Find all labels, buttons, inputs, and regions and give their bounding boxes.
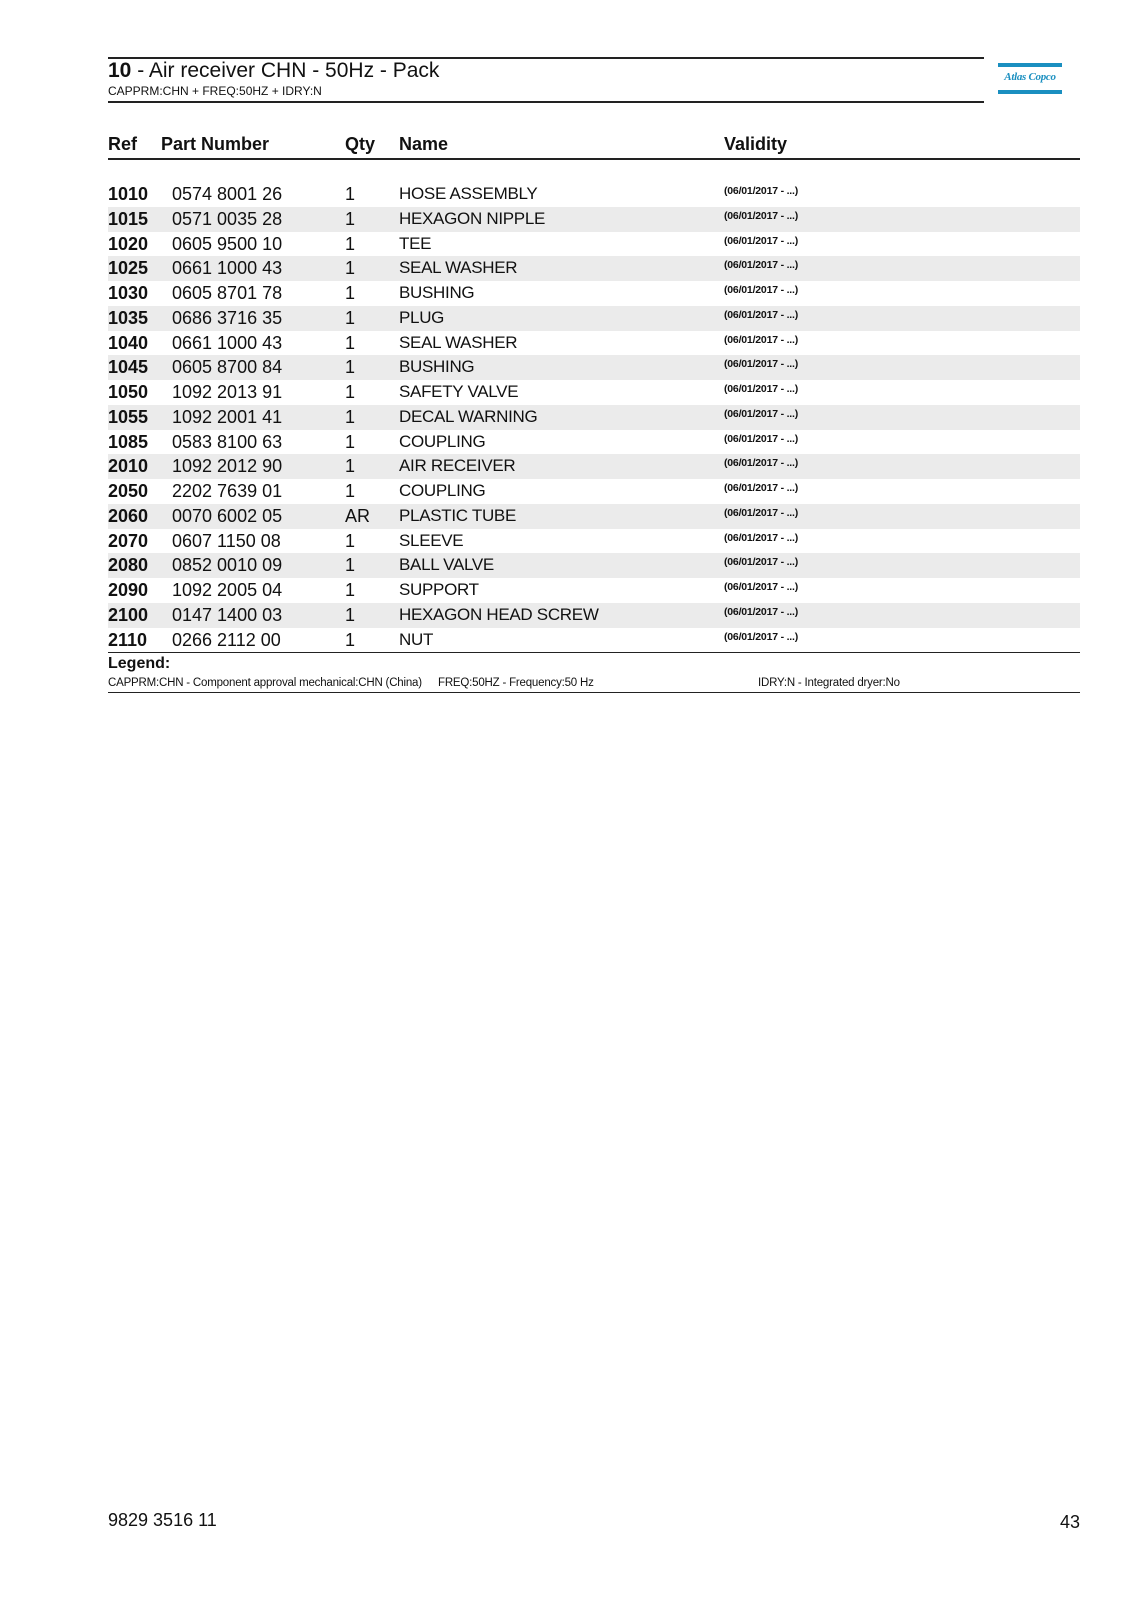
row-validity: (06/01/2017 - ...) [724,556,799,569]
row-qty: 1 [345,184,356,204]
row-part-number: 0266 2112 00 [172,629,281,650]
logo-bottom-bar [998,90,1062,94]
row-name: NUT [399,629,434,649]
row-validity: (06/01/2017 - ...) [724,284,799,296]
row-part-number: 1092 2005 04 [172,580,283,600]
legend-top-rule [108,652,1080,653]
table-row [108,256,1080,281]
row-qty: 1 [345,307,356,328]
row-ref: 1020 [108,233,149,254]
row-part-number: 0574 8001 26 [172,184,283,204]
row-part-number: 1092 2013 91 [172,382,283,402]
row-qty: 1 [345,431,356,452]
row-validity: (06/01/2017 - ...) [724,506,799,519]
header-part-number: Part Number [161,134,270,154]
row-part-number: 1092 2001 41 [172,406,283,427]
row-name: HEXAGON HEAD SCREW [399,604,599,624]
row-name: COUPLING [399,481,486,500]
atlas-copco-logo [998,63,1062,94]
row-ref: 2100 [108,604,149,625]
row-name: PLUG [399,307,445,327]
table-row [108,281,1080,306]
section-title: - Air receiver CHN - 50Hz - Pack [131,59,440,82]
table-row [108,578,1080,603]
row-ref: 2080 [108,555,149,576]
table-row [108,232,1080,257]
row-name: BALL VALVE [399,555,494,575]
document-number: 9829 3516 11 [108,1510,217,1530]
row-ref: 1030 [108,283,149,303]
row-part-number: 2202 7639 01 [172,481,283,501]
row-ref: 2070 [108,530,149,551]
table-row [108,355,1080,380]
header-qty: Qty [345,134,376,154]
row-qty: 1 [345,382,356,402]
table-row [108,207,1080,232]
table-row [108,628,1080,653]
parts-table-body [108,182,1080,652]
row-validity: (06/01/2017 - ...) [724,333,799,346]
row-validity: (06/01/2017 - ...) [724,407,799,420]
table-row [108,430,1080,455]
row-ref: 1010 [108,184,149,204]
row-qty: 1 [345,456,356,477]
row-qty: 1 [345,233,356,254]
row-part-number: 0605 9500 10 [172,233,283,254]
table-row [108,603,1080,628]
table-row [108,479,1080,504]
row-validity: (06/01/2017 - ...) [724,630,799,643]
row-ref: 1025 [108,258,149,279]
table-row [108,182,1080,207]
row-part-number: 0605 8701 78 [172,283,283,303]
row-ref: 1050 [108,382,149,402]
row-part-number: 0147 1400 03 [172,604,283,625]
row-validity: (06/01/2017 - ...) [724,531,799,544]
row-part-number: 0070 6002 05 [172,505,283,526]
table-row [108,454,1080,479]
row-validity: (06/01/2017 - ...) [724,209,799,222]
row-qty: AR [345,505,371,526]
row-validity: (06/01/2017 - ...) [724,482,799,494]
row-ref: 2050 [108,481,149,501]
page-title [108,58,439,84]
header-name: Name [399,134,449,154]
row-ref: 1015 [108,208,149,229]
header-validity: Validity [724,134,788,154]
legend-item-freq: FREQ:50HZ - Frequency:50 Hz [438,677,594,689]
page-number: 43 [1059,1512,1080,1532]
row-qty: 1 [345,530,356,551]
row-name: BUSHING [399,283,475,302]
row-validity: (06/01/2017 - ...) [724,383,799,395]
table-row [108,405,1080,430]
row-qty: 1 [345,208,356,229]
table-row [108,380,1080,405]
row-qty: 1 [345,629,356,650]
row-name: SEAL WASHER [399,332,518,352]
logo-top-bar [998,63,1062,67]
row-ref: 1045 [108,357,149,378]
row-part-number: 0852 0010 09 [172,555,283,576]
legend-title: Legend: [108,655,171,672]
row-name: BUSHING [399,357,475,377]
row-qty: 1 [345,357,356,378]
table-row [108,504,1080,529]
row-validity: (06/01/2017 - ...) [724,358,799,371]
row-part-number: 0661 1000 43 [172,332,283,353]
row-name: DECAL WARNING [399,406,538,426]
row-validity: (06/01/2017 - ...) [724,308,799,321]
row-ref: 2060 [108,505,149,526]
row-part-number: 0605 8700 84 [172,357,283,378]
row-qty: 1 [345,580,356,600]
row-validity: (06/01/2017 - ...) [724,605,799,618]
header-ref: Ref [108,134,138,154]
row-validity: (06/01/2017 - ...) [724,185,799,197]
row-ref: 1085 [108,431,149,452]
legend-item-idry: IDRY:N - Integrated dryer:No [758,677,900,689]
row-name: COUPLING [399,431,486,451]
row-validity: (06/01/2017 - ...) [724,581,799,593]
row-name: PLASTIC TUBE [399,505,517,525]
page-subtitle: CAPPRM:CHN + FREQ:50HZ + IDRY:N [108,84,322,98]
row-validity: (06/01/2017 - ...) [724,432,799,445]
row-name: SLEEVE [399,530,464,550]
row-ref: 1040 [108,332,149,353]
row-name: SAFETY VALVE [399,382,519,401]
row-name: TEE [399,233,432,253]
table-row [108,529,1080,554]
row-part-number: 0607 1150 08 [172,530,281,551]
row-qty: 1 [345,258,356,279]
row-qty: 1 [345,481,356,501]
row-part-number: 0686 3716 35 [172,307,283,328]
row-name: AIR RECEIVER [399,456,516,476]
row-ref: 1035 [108,307,149,328]
row-name: SEAL WASHER [399,258,518,278]
row-part-number: 0583 8100 63 [172,431,283,452]
logo-wordmark: Atlas Copco [1004,71,1056,83]
row-qty: 1 [345,555,356,576]
row-part-number: 0571 0035 28 [172,208,283,229]
row-validity: (06/01/2017 - ...) [724,457,799,470]
row-part-number: 1092 2012 90 [172,456,283,477]
row-ref: 2010 [108,456,149,477]
row-ref: 2110 [108,629,148,650]
section-number: 10 [108,59,132,82]
parts-table-header [108,132,1080,160]
row-name: HEXAGON NIPPLE [399,208,546,228]
legend-bottom-rule [108,692,1080,693]
header-bottom-rule [108,101,984,103]
row-validity: (06/01/2017 - ...) [724,234,799,247]
row-qty: 1 [345,283,356,303]
row-qty: 1 [345,332,356,353]
row-part-number: 0661 1000 43 [172,258,283,279]
row-qty: 1 [345,604,356,625]
row-ref: 1055 [108,406,149,427]
table-row [108,553,1080,578]
legend-item-capprm: CAPPRM:CHN - Component approval mechanical:CHN (China) [108,677,422,689]
table-row [108,331,1080,356]
row-qty: 1 [345,406,356,427]
row-ref: 2090 [108,580,149,600]
row-name: SUPPORT [399,580,479,599]
row-name: HOSE ASSEMBLY [399,184,538,203]
table-row [108,306,1080,331]
row-validity: (06/01/2017 - ...) [724,259,799,272]
